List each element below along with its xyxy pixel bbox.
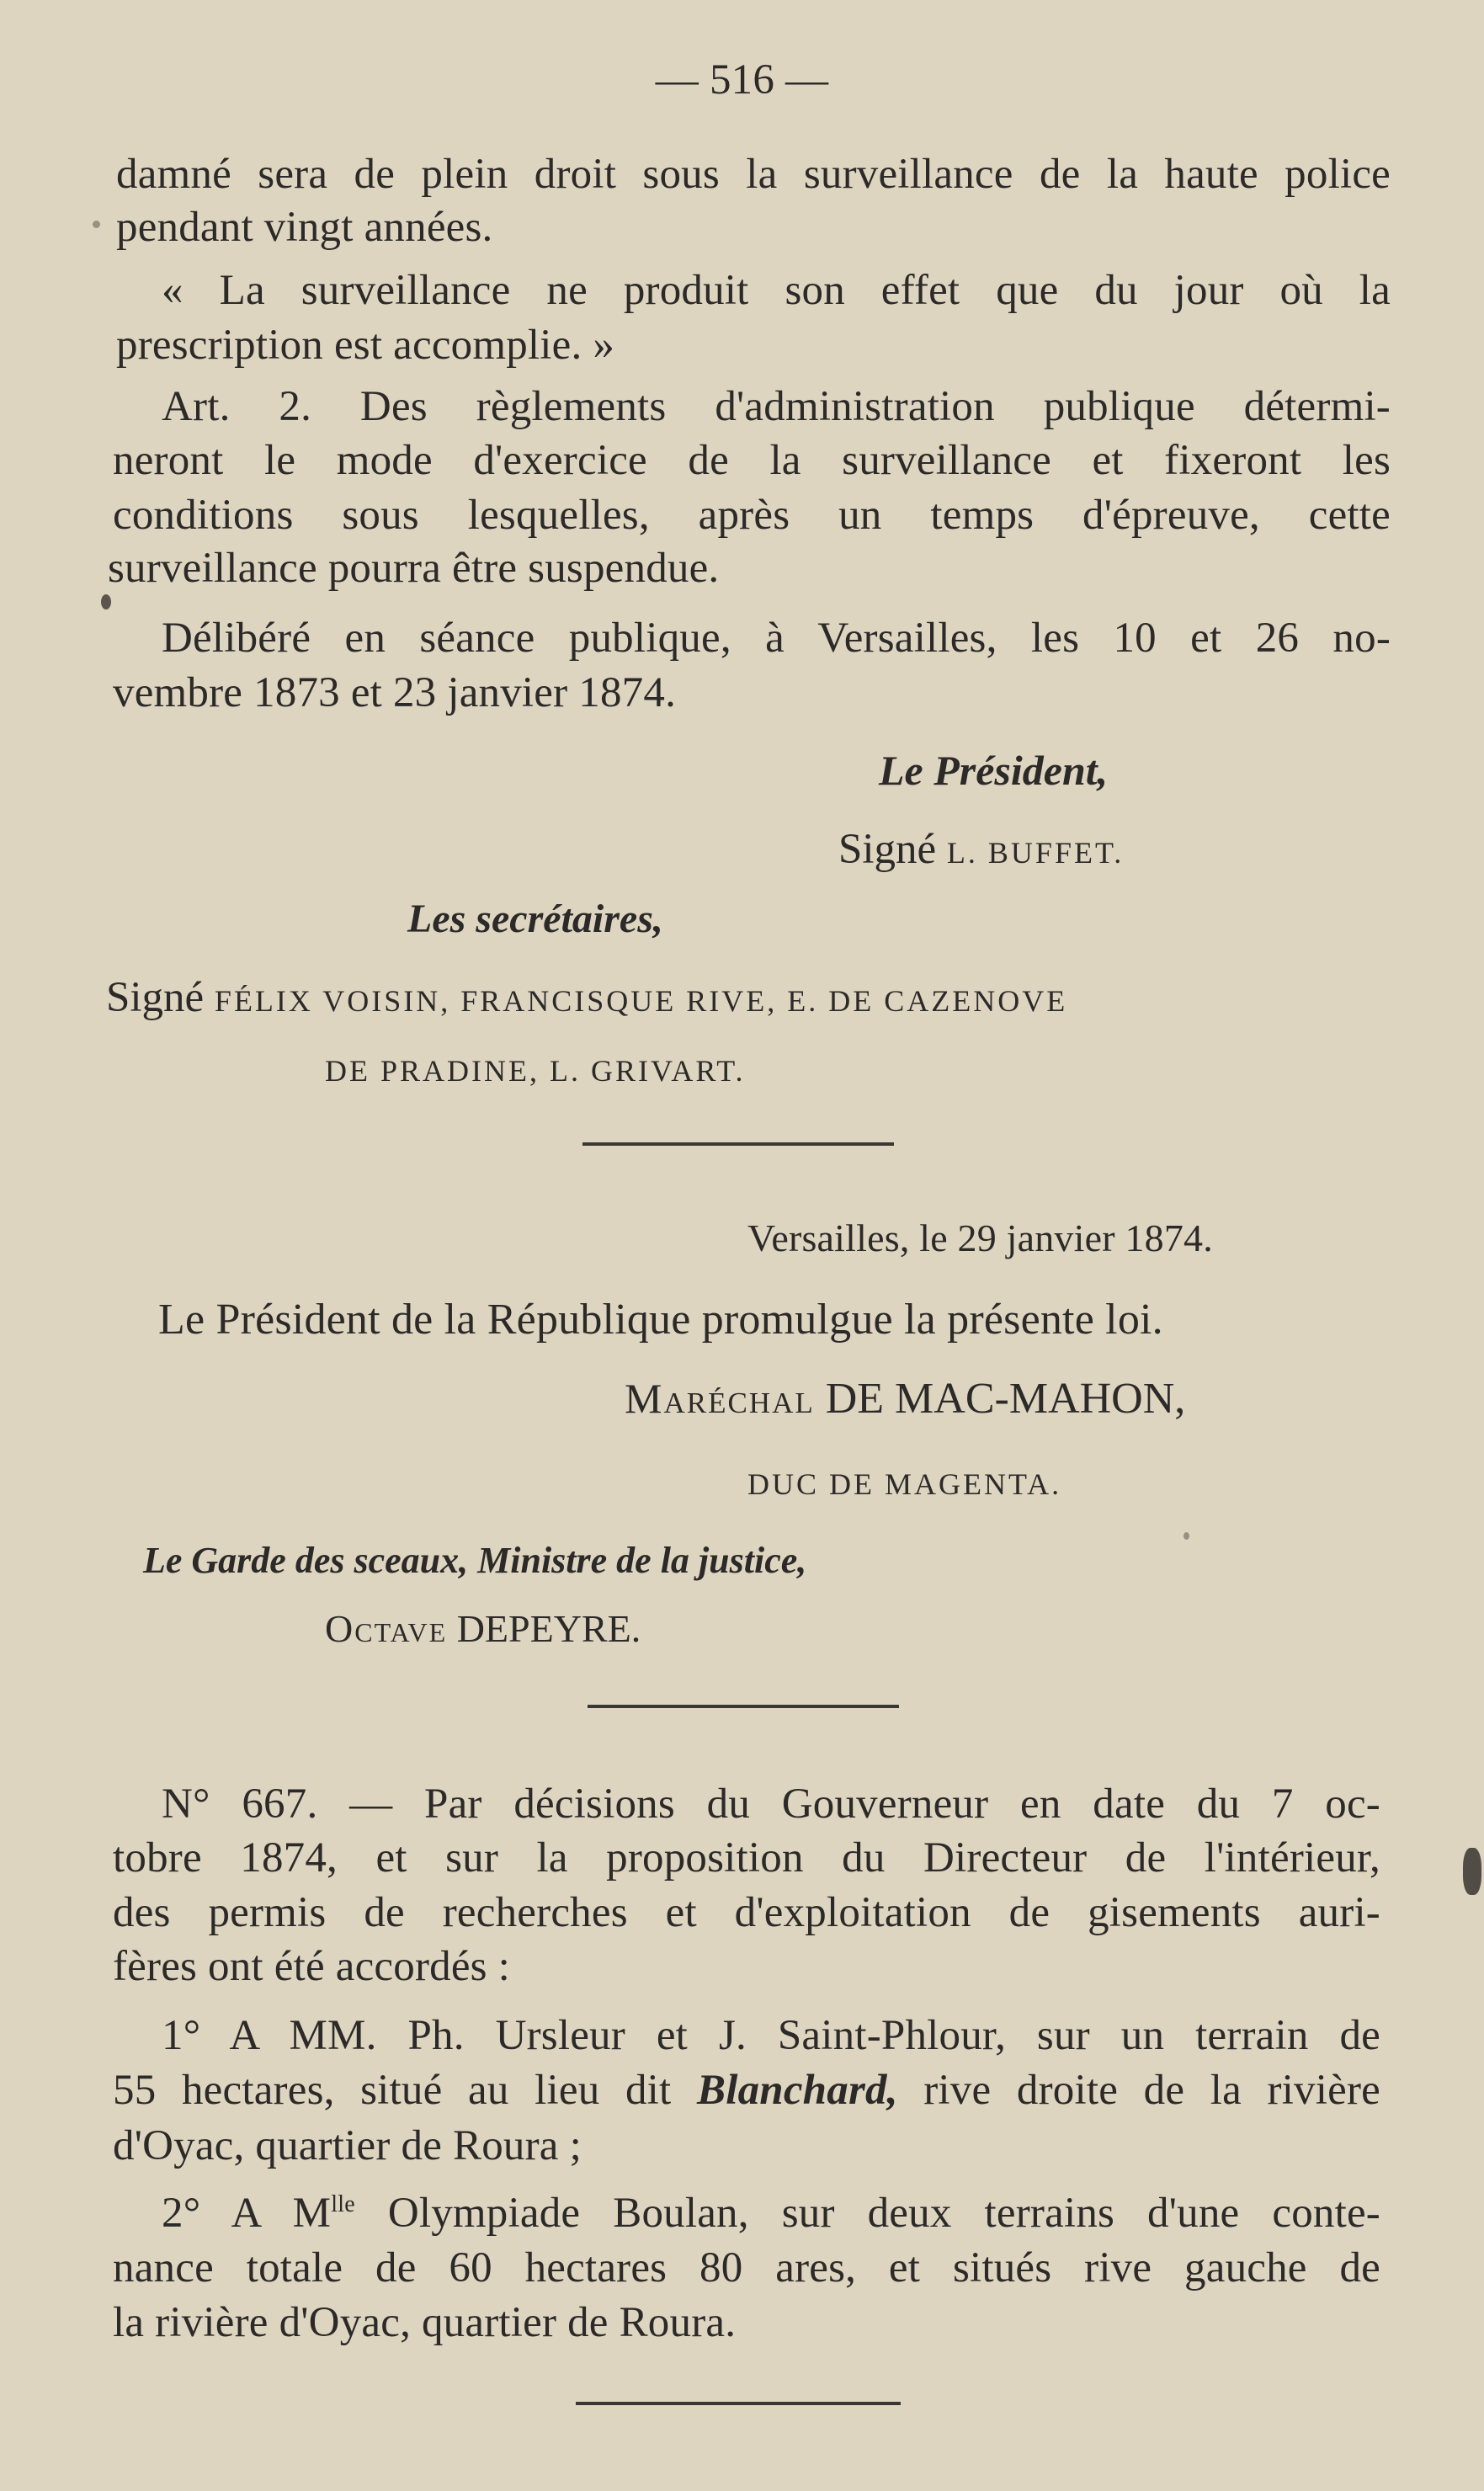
text-line: [162, 2192, 1380, 2235]
text-line: fères ont été accordés :: [113, 1943, 511, 1990]
text-line: Art. 2. Des règlements d'administration publique détermi-: [162, 383, 1391, 430]
ink-spot: [93, 221, 100, 228]
promulgation-text: Le Président de la République promulgue la présente loi.: [158, 1296, 1163, 1344]
superscript: lle: [331, 2191, 355, 2217]
page-number: — 516 —: [655, 56, 829, 104]
text-line: prescription est accomplie. »: [116, 322, 615, 369]
president-title: Le Président,: [879, 747, 1109, 794]
section-divider: [588, 1705, 899, 1708]
text-line: damné sera de plein droit sous la surveillance de la haute police: [116, 151, 1391, 198]
signer-names-continued: DE PRADINE, L. GRIVART.: [325, 1054, 746, 1088]
signer-name: L. BUFFET.: [946, 836, 1125, 870]
text-line: d'Oyac, quartier de Roura ;: [113, 2122, 582, 2169]
ink-spot: [1463, 1848, 1481, 1895]
signe-word: Signé: [838, 826, 937, 873]
text-segment: 2° A M: [162, 2190, 332, 2237]
section-divider: [582, 1142, 894, 1146]
garde-signature: [325, 1607, 641, 1650]
text-line: surveillance pourra être suspendue.: [108, 545, 720, 592]
signe-word: Signé: [106, 974, 205, 1021]
text-line: des permis de recherches et d'exploitation de gisements auri-: [113, 1889, 1380, 1936]
text-line: neront le mode d'exercice de la surveillance et fixeront les: [113, 437, 1391, 484]
section-divider: [576, 2402, 901, 2405]
duc-title: DUC DE MAGENTA.: [747, 1467, 1062, 1501]
text-line: nance totale de 60 hectares 80 ares, et situés rive gauche de: [113, 2244, 1380, 2291]
text-line: conditions sous lesquelles, après un temps d'épreuve, cette: [113, 492, 1391, 539]
garde-prefix: Octave: [325, 1607, 448, 1650]
text-line: N° 667. — Par décisions du Gouverneur en date du 7 oc-: [162, 1780, 1380, 1828]
text-line: vembre 1873 et 23 janvier 1874.: [113, 669, 677, 716]
garde-name: DEPEYRE.: [456, 1607, 641, 1650]
ink-spot: [101, 594, 111, 609]
marechal-prefix: Maréchal: [625, 1375, 815, 1422]
text-line: Délibéré en séance publique, à Versailles, les 10 et 26 no-: [162, 615, 1391, 662]
marechal-name: DE MAC-MAHON,: [825, 1375, 1186, 1423]
place-name: Blanchard,: [697, 2067, 898, 2114]
text-line: la rivière d'Oyac, quartier de Roura.: [113, 2299, 737, 2346]
secretaries-title: Les secrétaires,: [407, 897, 663, 941]
promulgation-date: Versailles, le 29 janvier 1874.: [747, 1216, 1213, 1259]
secretaries-signature: [106, 974, 1068, 1021]
marechal-signature: [625, 1377, 1185, 1421]
text-line: tobre 1874, et sur la proposition du Directeur de l'intérieur,: [113, 1834, 1380, 1882]
signer-names: FÉLIX VOISIN, FRANCISQUE RIVE, E. DE CAZENOVE: [214, 984, 1068, 1018]
text-segment: 55 hectares, situé au lieu dit: [113, 2067, 672, 2114]
president-signature: [838, 828, 1124, 871]
text-segment: Olympiade Boulan, sur deux terrains d'une conte-: [387, 2190, 1380, 2237]
text-line: 1° A MM. Ph. Ursleur et J. Saint-Phlour, sur un terrain de: [162, 2012, 1380, 2059]
garde-title: Le Garde des sceaux, Ministre de la justice,: [143, 1540, 807, 1581]
ink-spot: [1183, 1532, 1189, 1540]
text-line: [113, 2069, 1380, 2112]
text-line: pendant vingt années.: [116, 204, 493, 251]
text-line: « La surveillance ne produit son effet que du jour où la: [162, 267, 1391, 314]
text-segment: rive droite de la rivière: [923, 2067, 1380, 2114]
